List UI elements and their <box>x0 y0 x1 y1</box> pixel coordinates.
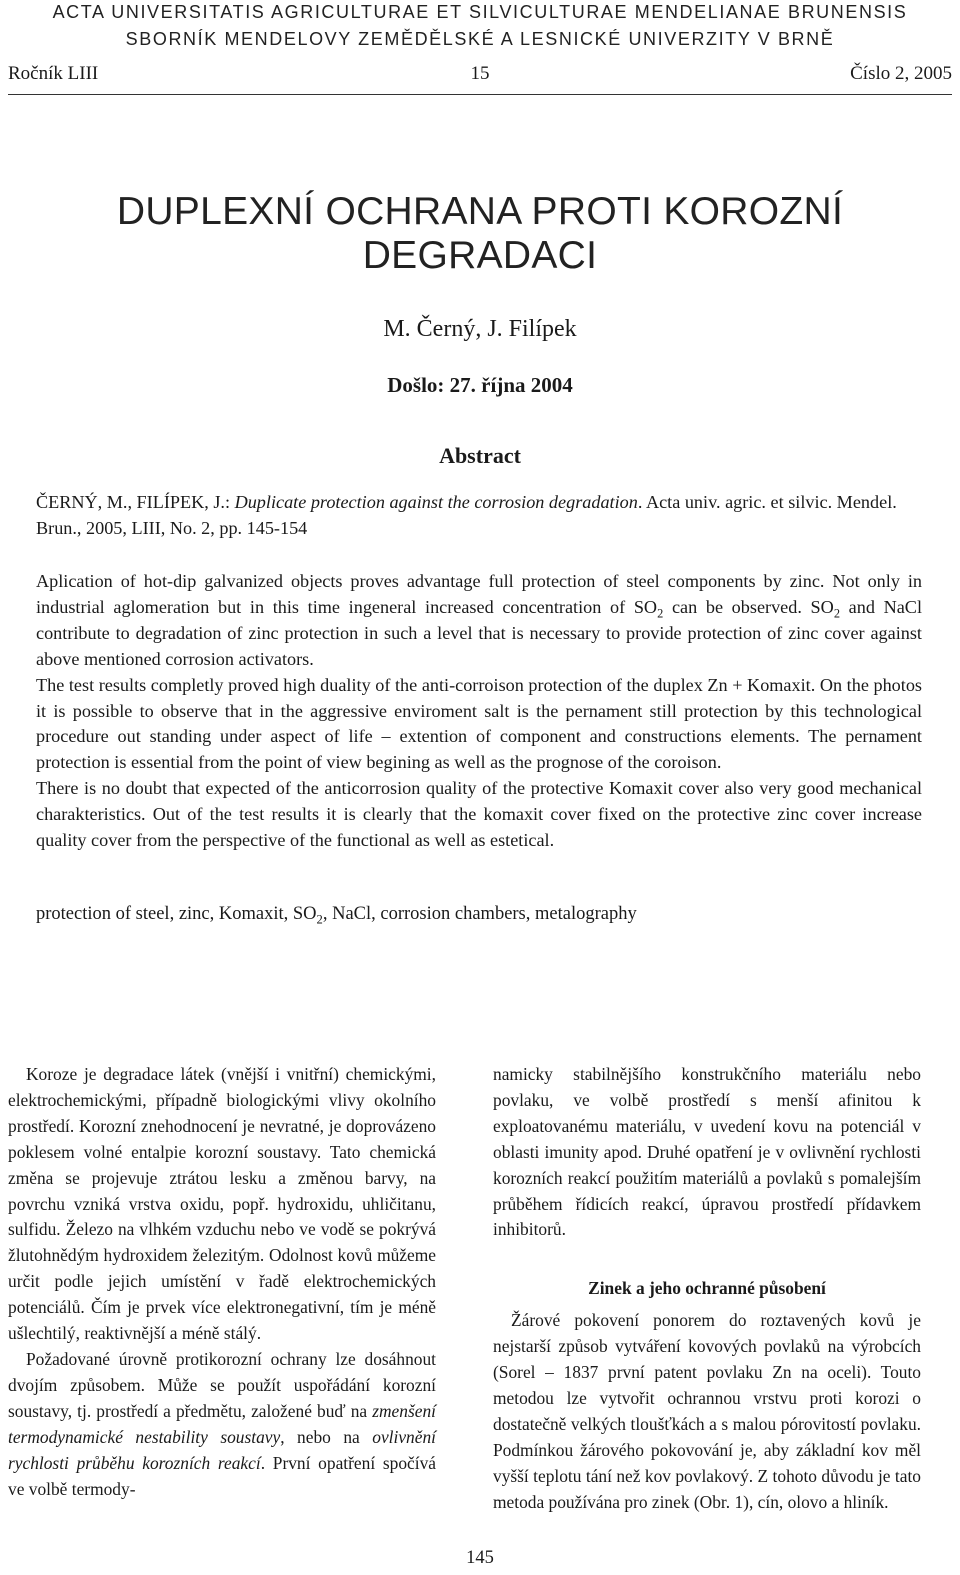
subscript: 2 <box>833 606 840 621</box>
subscript: 2 <box>657 606 664 621</box>
body-paragraph: Žárové pokovení ponorem do roztavených kovů je nejstarší způsob vytváření kovových povlaků na výrobcích (Sorel – 1837 první patent povlaku Zn na oceli). Touto metodou lze vytvořit ochrannou vrstvu proti korozi o dostatečně velkých tloušťkách a s malou pórovitostí povlaku. Podmínkou žárového pokovování je, aby základní kov měl vyšší teplotu tání než kov povlakový. Z tohoto důvodu je tato metoda používána pro zinek (Obr. 1), cín, olovo a hliník. <box>493 1310 921 1512</box>
abstract-heading: Abstract <box>439 443 521 468</box>
article-authors: M. Černý, J. Filípek <box>383 316 577 342</box>
issue-number: Číslo 2, 2005 <box>850 63 952 84</box>
page-number: 145 <box>466 1548 494 1568</box>
journal-title-latin: ACTA UNIVERSITATIS AGRICULTURAE ET SILVICULTURAE MENDELIANAE BRUNENSIS <box>52 2 908 22</box>
body-text: . První opatření spočívá ve volbě termody- <box>8 1452 436 1499</box>
body-text: , nebo na <box>280 1426 373 1447</box>
abstract-paragraph-3: There is no doubt that expected of the anticorrosion quality of the protective Komaxit cover also very good mechanical charakteristics. Out of the test results it is clearly that the komaxit cover fixed on the protective zinc cover increase quality cover from the perspective of the functional as well as estetical. <box>36 778 922 851</box>
volume-label: Ročník LIII <box>8 63 99 84</box>
keywords <box>36 904 922 925</box>
issue-info <box>8 63 952 89</box>
keywords-text: , NaCl, corrosion chambers, metalography <box>322 904 637 924</box>
received-date: Došlo: 27. října 2004 <box>387 373 573 397</box>
subscript: 2 <box>316 912 323 927</box>
citation-source: . Acta univ. agric. et silvic. Mendel. Brun., 2005, LIII, No. 2, pp. 145-154 <box>36 492 897 538</box>
emphasis-text: zmenšení termodynamické nestability soustavy <box>8 1400 436 1447</box>
abstract-body <box>36 569 922 854</box>
header-divider <box>8 94 952 95</box>
emphasis-text: ovlivnění rychlosti průběhu korozních reakcí <box>8 1426 436 1473</box>
citation-title: Duplicate protection against the corrosion degradation <box>234 492 638 512</box>
body-paragraph: Koroze je degradace látek (vnější i vnitřní) chemickými, elektrochemickými, případně biologickými vlivy okolního prostředí. Korozní znehodnocení je nevratné, je doprovázeno poklesem volné entalpie korozní soustavy. Tato chemická změna se projevuje ztrátou lesku a změnou barvy, na povrchu vzniká vrstva oxidu, popř. hydroxidu, uhličitanu, sulfidu. Železo na vlhkém vzduchu nebo ve vodě se pokrývá žlutohnědým hydroxidem železitým. Odolnost kovů můžeme určit podle jejich umístění v řadě elektrochemických potenciálů. Čím je prvek více elektronegativní, tím je méně ušlechtilý, reaktivnější a méně stálý. <box>8 1064 436 1344</box>
body-column-left <box>8 1062 436 1502</box>
body-paragraph <box>8 1347 436 1502</box>
abstract-paragraph-2: The test results completly proved high duality of the anti-corroison protection of the duplex Zn + Komaxit. On the photos it is possible to observe that in the aggressive enviroment salt is the pernament still protection by this technological procedure out standing under aspect of life – extention of component and constructions elements. The pernament protection is essential from the point of view begining as well as the prognose of the coroison. <box>36 674 922 773</box>
citation-authors: ČERNÝ, M., FILÍPEK, J.: <box>36 492 235 512</box>
section-heading: Zinek a jeho ochranné působení <box>588 1278 826 1299</box>
body-text: Požadované úrovně protikorozní ochrany lze dosáhnout dvojím způsobem. Může se použít uspořádání korozní soustavy, tj. prostředí a předmětu, založené buď na <box>8 1348 436 1421</box>
abstract-text: Aplication of hot-dip galvanized objects proves advantage full protection of steel components by zinc. Not only in industrial aglomeration but in this time ingeneral increased concentration of SO <box>36 571 922 617</box>
journal-title-czech: SBORNÍK MENDELOVY ZEMĚDĚLSKÉ A LESNICKÉ UNIVERZITY V BRNĚ <box>125 29 835 49</box>
body-paragraph: namicky stabilnějšího konstrukčního materiálu nebo povlaku, ve volbě prostředí s menší afinitou k exploatovanému materiálu, v uvedení kovu na potenciál v oblasti imunity apod. Druhé opatření je v ovlivnění rychlosti korozních reakcí použitím materiálů a povlaků s pomalejším průběhem řídicích reakcí, úpravou prostředí přídavkem inhibitorů. <box>493 1064 921 1240</box>
abstract-text: and NaCl contribute to degradation of zinc protection in such a level that is necessary to provide protection of zinc cover against above mentioned corrosion activators. <box>36 596 922 669</box>
keywords-text: protection of steel, zinc, Komaxit, SO <box>36 904 317 924</box>
article-title: DUPLEXNÍ OCHRANA PROTI KOROZNÍ DEGRADACI <box>116 190 844 277</box>
citation <box>36 490 922 542</box>
body-column-right <box>493 1062 921 1516</box>
issue-page: 15 <box>470 63 490 84</box>
abstract-paragraph-1 <box>36 569 922 673</box>
abstract-text: can be observed. SO <box>663 596 834 617</box>
